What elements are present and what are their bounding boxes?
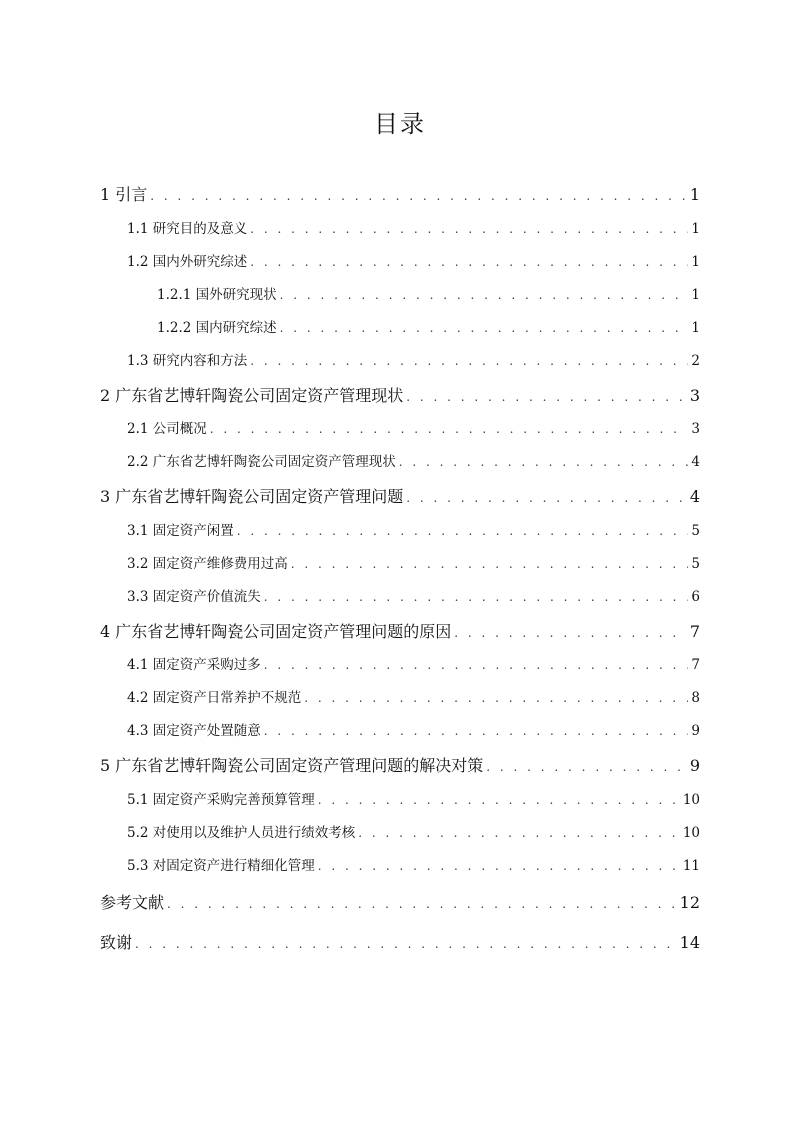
dot-leader	[150, 179, 687, 215]
toc-entry[interactable]	[100, 177, 700, 213]
toc-entry[interactable]	[100, 748, 700, 784]
dot-leader	[264, 581, 689, 614]
dot-leader	[250, 213, 688, 246]
dot-leader	[399, 446, 689, 479]
toc-entry[interactable]	[100, 614, 700, 650]
toc-entry-page-number: 12	[679, 892, 700, 912]
toc-entry[interactable]	[100, 548, 700, 581]
toc-entry-page-number: 9	[689, 756, 700, 775]
toc-entry-page-number: 1	[691, 220, 700, 237]
toc-list	[100, 177, 700, 963]
toc-entry[interactable]	[100, 345, 700, 378]
dot-leader	[454, 616, 687, 652]
toc-entry-label: 3.3 固定资产价值流失	[127, 588, 261, 605]
toc-entry-label: 参考文献	[100, 892, 165, 912]
dot-leader	[406, 380, 687, 416]
dot-leader	[304, 682, 688, 715]
toc-entry-page-number: 7	[689, 621, 700, 641]
toc-entry-page-number: 4	[691, 454, 700, 470]
dot-leader	[264, 649, 689, 682]
dot-leader	[167, 884, 677, 924]
toc-entry[interactable]	[100, 715, 700, 748]
dot-leader	[280, 312, 689, 345]
dot-leader	[250, 246, 688, 279]
toc-entry-page-number: 1	[691, 253, 700, 270]
dot-leader	[210, 413, 689, 446]
toc-entry-label: 3.2 固定资产维修费用过高	[127, 555, 288, 572]
toc-entry[interactable]	[100, 923, 700, 963]
toc-entry-page-number: 9	[691, 723, 700, 739]
toc-entry-label: 1.2.1 国外研究现状	[157, 286, 277, 303]
dot-leader	[250, 345, 688, 378]
toc-entry[interactable]	[100, 581, 700, 614]
toc-entry-label: 4.3 固定资产处置随意	[127, 723, 261, 739]
toc-entry-label: 3 广东省艺博轩陶瓷公司固定资产管理问题	[100, 487, 404, 506]
toc-entry[interactable]	[100, 213, 700, 246]
toc-entry-page-number: 4	[689, 487, 700, 506]
toc-entry-label: 1.1 研究目的及意义	[127, 220, 248, 237]
dot-leader	[406, 481, 687, 517]
toc-entry-page-number: 3	[691, 421, 700, 437]
toc-entry-label: 1 引言	[100, 185, 148, 204]
toc-entry-page-number: 14	[679, 932, 700, 952]
toc-entry-label: 2 广东省艺博轩陶瓷公司固定资产管理现状	[100, 385, 404, 405]
toc-entry[interactable]	[100, 446, 700, 479]
toc-entry-label: 致谢	[100, 932, 133, 952]
toc-entry-page-number: 1	[691, 286, 700, 303]
toc-entry-page-number: 10	[682, 791, 700, 808]
toc-entry-page-number: 8	[691, 690, 700, 706]
toc-entry-page-number: 7	[691, 657, 700, 673]
toc-entry-label: 5 广东省艺博轩陶瓷公司固定资产管理问题的解决对策	[100, 756, 484, 775]
dot-leader	[358, 817, 680, 850]
toc-entry-page-number: 5	[691, 522, 700, 539]
toc-entry-label: 3.1 固定资产闲置	[127, 522, 234, 539]
toc-entry[interactable]	[100, 246, 700, 279]
toc-entry[interactable]	[100, 649, 700, 682]
toc-entry-label: 5.3 对固定资产进行精细化管理	[127, 857, 315, 874]
toc-entry[interactable]	[100, 850, 700, 883]
dot-leader	[318, 850, 680, 883]
toc-entry-label: 5.1 固定资产采购完善预算管理	[127, 791, 315, 808]
toc-entry-label: 1.2 国内外研究综述	[127, 253, 248, 270]
toc-entry-label: 1.2.2 国内研究综述	[157, 319, 277, 336]
toc-entry-page-number: 6	[691, 588, 700, 605]
dot-leader	[237, 515, 689, 548]
toc-entry[interactable]	[100, 413, 700, 446]
dot-leader	[291, 548, 689, 581]
toc-entry-label: 5.2 对使用以及维护人员进行绩效考核	[127, 824, 356, 841]
toc-entry[interactable]	[100, 817, 700, 850]
toc-entry[interactable]	[100, 279, 700, 312]
toc-entry[interactable]	[100, 883, 700, 923]
dot-leader	[486, 750, 687, 786]
toc-entry-label: 2.2 广东省艺博轩陶瓷公司固定资产管理现状	[127, 454, 396, 470]
toc-entry-page-number: 1	[691, 319, 700, 336]
toc-entry-label: 2.1 公司概况	[127, 421, 207, 437]
toc-entry-page-number: 5	[691, 555, 700, 572]
toc-entry[interactable]	[100, 682, 700, 715]
toc-entry[interactable]	[100, 784, 700, 817]
toc-entry-label: 4 广东省艺博轩陶瓷公司固定资产管理问题的原因	[100, 621, 452, 641]
toc-title: 目录	[374, 110, 426, 138]
toc-entry[interactable]	[100, 479, 700, 515]
dot-leader	[264, 715, 689, 748]
toc-entry[interactable]	[100, 312, 700, 345]
toc-entry-page-number: 11	[682, 857, 700, 874]
toc-entry[interactable]	[100, 515, 700, 548]
toc-entry-page-number: 10	[682, 824, 700, 841]
toc-entry-page-number: 3	[689, 385, 700, 405]
toc-entry-page-number: 2	[691, 352, 700, 369]
toc-entry-label: 4.2 固定资产日常养护不规范	[127, 690, 302, 706]
toc-entry-label: 4.1 固定资产采购过多	[127, 657, 261, 673]
toc-entry-label: 1.3 研究内容和方法	[127, 352, 248, 369]
toc-entry[interactable]	[100, 378, 700, 414]
toc-entry-page-number: 1	[689, 185, 700, 204]
dot-leader	[280, 279, 689, 312]
dot-leader	[318, 784, 680, 817]
dot-leader	[135, 924, 677, 964]
